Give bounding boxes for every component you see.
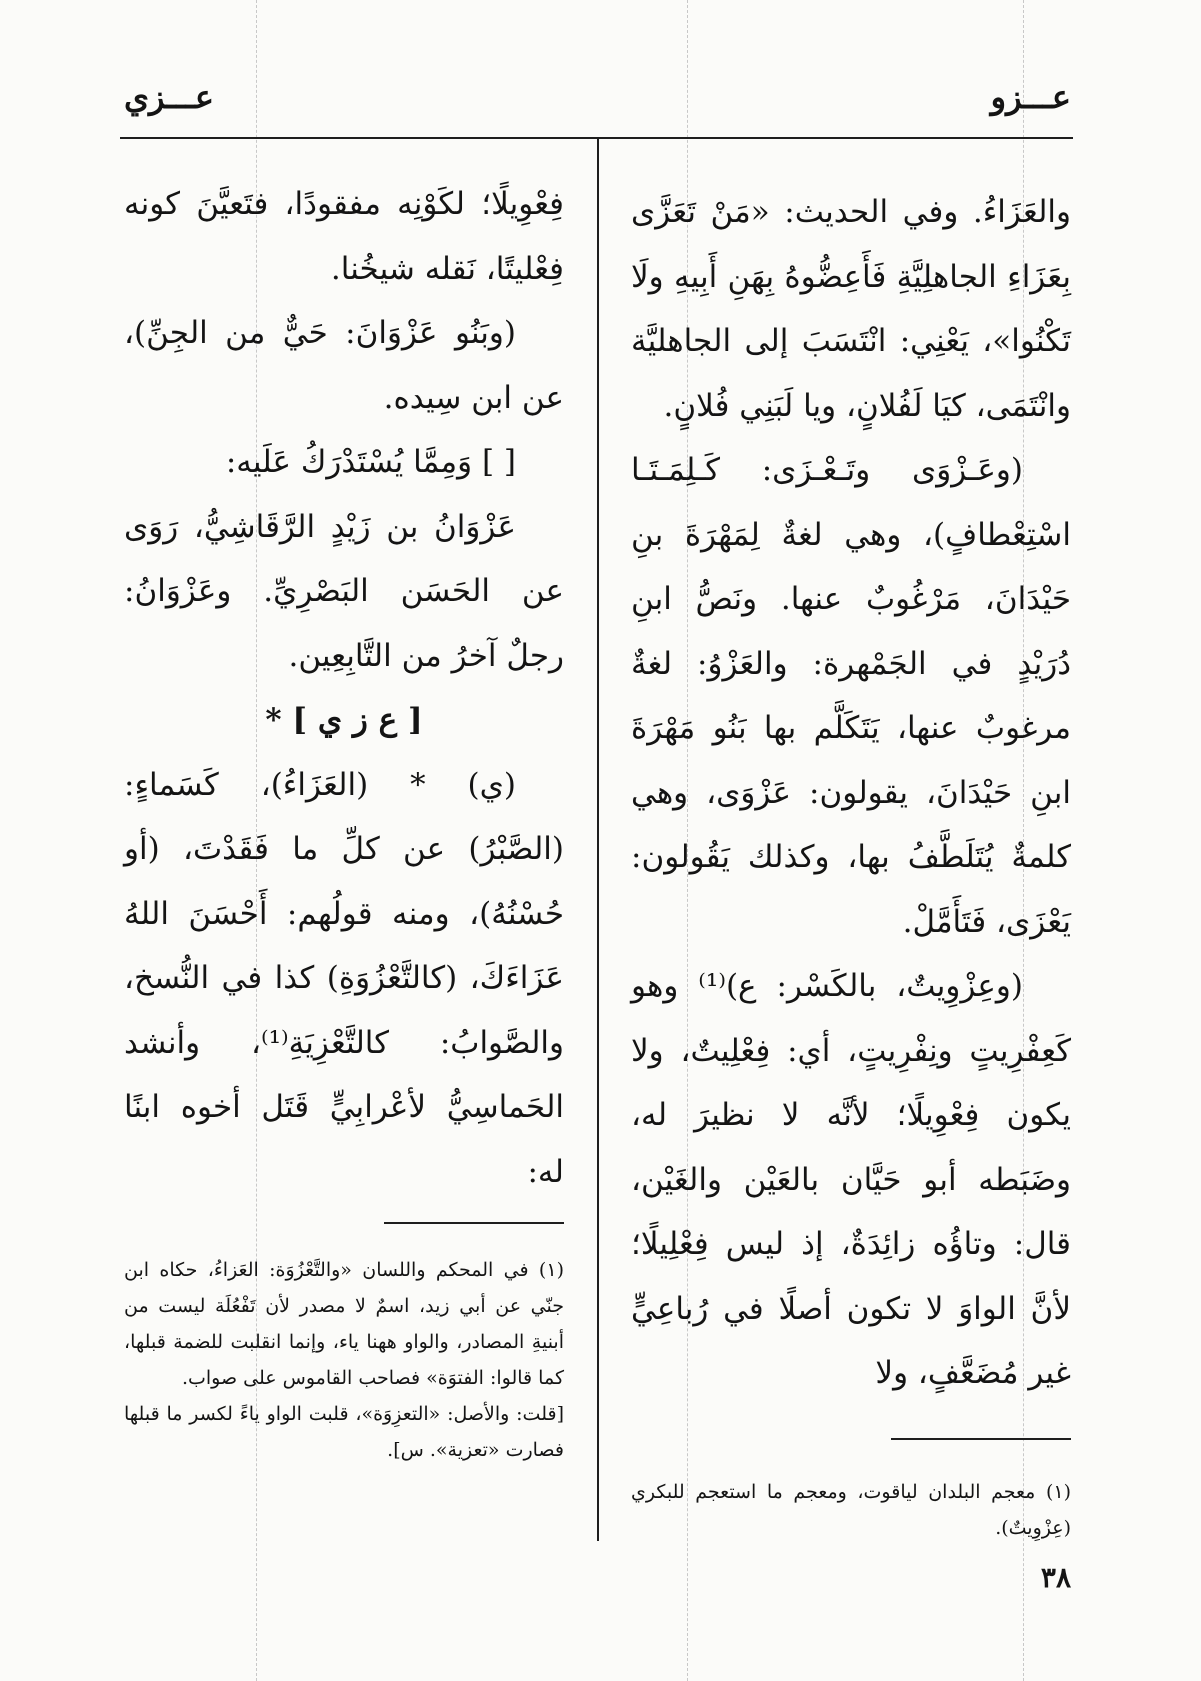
footnote: (١) في المحكم واللسان «والتَّعْزُوَة: العَزاءُ، حكاه ابن جنّي عن أبي زيد، اسمٌ لا مصدر لأن تَفْعُلَة ليست من أبنيةِ المصادر، والواو ههنا ياء، وإنما انقلبت للضمة قبلها، كما قالوا: الفتوَة» فصاحب القاموس على صواب.	[124, 1259, 564, 1389]
right-column	[631, 180, 1071, 1406]
root-section-heading: [ ع ز ي ] *	[265, 702, 423, 738]
entry-paragraph: فِعْوِيلًا؛ لكَوْنِه مفقودًا، فتَعيَّنَ كونه فِعْليتًا، نَقله شيخُنا.	[124, 186, 564, 287]
footnote: [قلت: والأصل: «التعزِوَة»، قلبت الواو ياءً لكسر ما قبلها فصارت «تعزية». س].	[124, 1403, 564, 1461]
entry-paragraph: (وعَـزْوَى وتَـعْـزَى: كَـلِمَـتَـا اسْتِعْطافٍ)، وهي لغةٌ لِمَهْرَةَ بنِ حَيْدَانَ، مَرْغُوبٌ عنها. ونَصُّ ابنِ دُرَيْدٍ في الجَمْهرة: والعَزْوُ: لغةٌ مرغوبٌ عنها، يَتَكَلَّم بها بَنُو مَهْرَةَ ابنِ حَيْدَانَ، يقولون: عَزْوَى، وهي كلمةٌ يُتَلَطَّفُ بها، وكذلك يَقُولون: يَعْزَى، فَتَأَمَّلْ.	[631, 452, 1071, 940]
left-column	[124, 172, 564, 1204]
entry-paragraph: (وعِزْوِيتٌ، بالكَسْر: ع)⁽¹⁾ وهو كَعِفْرِيتٍ ونِفْرِيتٍ، أي: فِعْلِيتٌ، ولا يكون فِعْوِيلًا؛ لأنَّه لا نظيرَ له، وضَبَطه أبو حَيَّان بالعَيْن والغَيْن، قال: وتاؤُه زائِدَةٌ، إذ ليس فِعْلِيلًا؛ لأنَّ الواوَ لا تكون أصلًا في رُباعِيٍّ غير مُضَعَّفٍ، ولا	[631, 968, 1071, 1391]
footnote: (١) معجم البلدان لياقوت، ومعجم ما استعجم للبكري (عِزْوِيتٌ).	[631, 1481, 1071, 1539]
entry-paragraph: عَزْوَانُ بن زَيْدٍ الرَّقَاشِيُّ، رَوَى عن الحَسَن البَصْرِيِّ. وعَزْوَانُ: رجلٌ آخرُ من التَّابِعِين.	[124, 508, 564, 674]
entry-paragraph: (ي) * (العَزَاءُ)، كَسَماءٍ: (الصَّبْرُ) عن كلِّ ما فَقَدْتَ، (أو حُسْنُهُ)، ومنه قولُهم: أَحْسَنَ اللهُ عَزَاءَكَ، (كالتَّعْزُوَةِ) كذا في النُّسخ، والصَّوابُ: كالتَّعْزِيَةِ⁽¹⁾، وأنشد الحَماسِيُّ لأعْرابِيٍّ قَتَل أخوه ابنًا له:	[124, 766, 564, 1190]
page-number: ٣٨	[1040, 1561, 1071, 1594]
footnote-rule	[891, 1438, 1071, 1440]
running-header-right: عـــزو	[990, 78, 1071, 116]
addendum-heading: [ ] وَمِمَّا يُسْتَدْرَكُ عَلَيه:	[225, 444, 516, 480]
footnote-rule	[384, 1222, 564, 1224]
column-separator	[597, 139, 599, 1541]
footnotes-left	[124, 1252, 564, 1468]
entry-paragraph: (وبَنُو عَزْوَانَ: حَيٌّ من الجِنِّ)، عن ابن سِيده.	[124, 315, 564, 416]
entry-paragraph: والعَزَاءُ. وفي الحديث: «مَنْ تَعَزَّى بِعَزَاءِ الجاهلِيَّةِ فَأَعِضُّوهُ بِهَنِ أَبِيهِ ولَا تَكْنُوا»، يَعْنِي: انْتَسَبَ إلى الجاهليَّة وانْتَمَى، كيَا لَفُلانٍ، ويا لَبَنِي فُلانٍ.	[631, 194, 1071, 424]
running-header-left: عـــزي	[124, 78, 214, 116]
